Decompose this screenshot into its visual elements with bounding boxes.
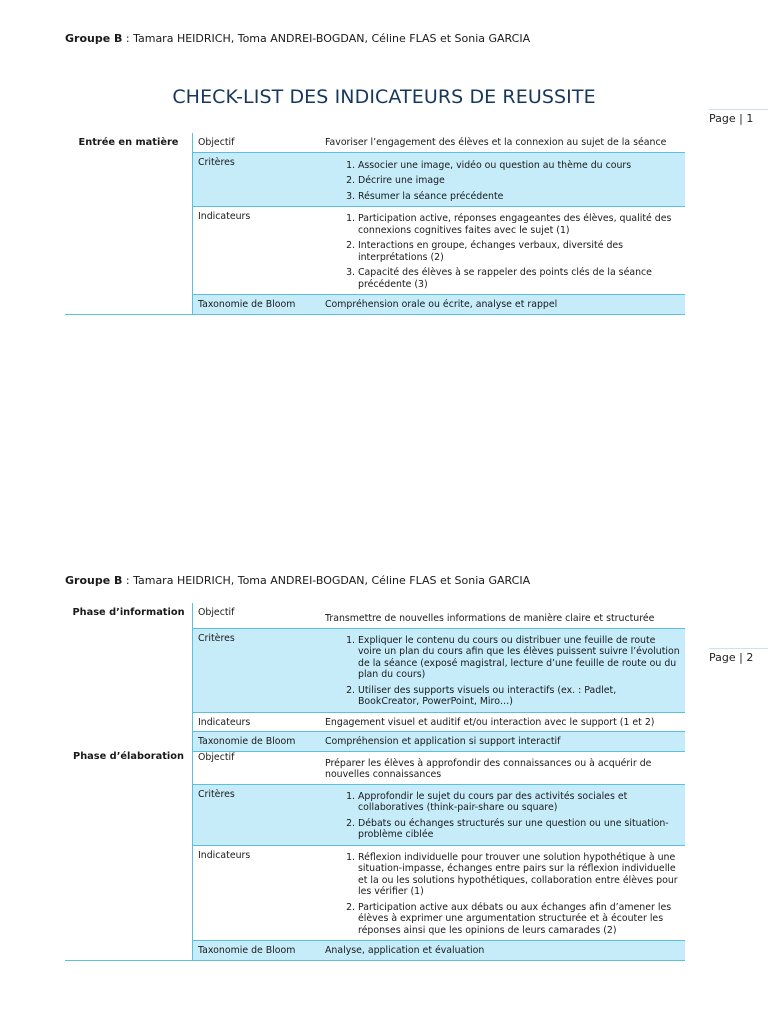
list-item: 1. Associer une image, vidéo ou question au thème du cours — [358, 160, 680, 172]
list-item: 2. Utiliser des supports visuels ou interactifs (ex. : Padlet, BookCreator, PowerPoint, Miro…) — [358, 685, 680, 708]
list-item: 1. Expliquer le contenu du cours ou distribuer une feuille de route voire un plan du cours afin que les élèves puissent suivre l’évolution de la séance (exposé magistral, lecture d’une feuille de route ou du plan du cours) — [358, 635, 680, 681]
row-label-indicateurs: Indicateurs — [193, 207, 321, 295]
row-label-criteres: Critères — [193, 628, 321, 712]
list-item: 2. Débats ou échanges structurés sur une question ou une situation-problème ciblée — [358, 818, 680, 841]
document-title: CHECK-LIST DES INDICATEURS DE REUSSITE — [172, 86, 596, 108]
row-value-indicateurs — [320, 845, 685, 941]
row-label-criteres: Critères — [193, 152, 321, 207]
row-value-objectif: Transmettre de nouvelles informations de manière claire et structurée — [320, 603, 685, 628]
list-item: 2. Participation active aux débats ou aux échanges afin d’amener les élèves à exprimer une argumentation structurée et à écouter les réponses ainsi que les opinions de leurs camarades (2) — [358, 902, 680, 937]
group-label: Groupe B — [65, 32, 123, 45]
group-members: : Tamara HEIDRICH, Toma ANDREI-BOGDAN, Céline FLAS et Sonia GARCIA — [122, 32, 531, 45]
row-label-indicateurs: Indicateurs — [193, 845, 321, 941]
row-value-objectif: Préparer les élèves à approfondir des connaissances ou à acquérir de nouvelles connaissances — [320, 751, 685, 784]
row-label-bloom: Taxonomie de Bloom — [193, 732, 321, 752]
list-item: 3. Capacité des élèves à se rappeler des points clés de la séance précédente (3) — [358, 267, 680, 290]
row-value-indicateurs: Engagement visuel et auditif et/ou interaction avec le support (1 et 2) — [320, 712, 685, 732]
list-item: 1. Réflexion individuelle pour trouver une solution hypothétique à une situation-impasse, échanges entre pairs sur la réflexion individuelle et la ou les solutions hypothétiques, collaboration entre élèves pour les vérifier (1) — [358, 852, 680, 898]
row-label-criteres: Critères — [193, 784, 321, 845]
row-value-criteres — [320, 784, 685, 845]
list-item: 1. Approfondir le sujet du cours par des activités sociales et collaboratives (think-pair-share ou square) — [358, 791, 680, 814]
group-members: : Tamara HEIDRICH, Toma ANDREI-BOGDAN, Céline FLAS et Sonia GARCIA — [122, 574, 531, 587]
row-label-bloom: Taxonomie de Bloom — [193, 295, 321, 315]
row-value-bloom: Compréhension et application si support interactif — [320, 732, 685, 752]
row-label-objectif: Objectif — [193, 603, 321, 628]
group-header — [65, 574, 530, 587]
row-value-bloom: Compréhension orale ou écrite, analyse et rappel — [320, 295, 685, 315]
row-value-criteres — [320, 628, 685, 712]
row-value-bloom: Analyse, application et évaluation — [320, 941, 685, 961]
checklist-table-entree — [65, 133, 685, 315]
list-item: 2. Interactions en groupe, échanges verbaux, diversité des interprétations (2) — [358, 240, 680, 263]
checklist-table-phases — [65, 603, 685, 961]
page-number: Page | 1 — [709, 109, 768, 125]
list-item: 3. Résumer la séance précédente — [358, 191, 680, 203]
section-label-elaboration: Phase d’élaboration — [65, 751, 193, 960]
row-value-indicateurs — [320, 207, 685, 295]
row-label-bloom: Taxonomie de Bloom — [193, 941, 321, 961]
page-number: Page | 2 — [709, 648, 768, 664]
row-value-objectif: Favoriser l’engagement des élèves et la connexion au sujet de la séance — [320, 133, 685, 152]
list-item: 1. Participation active, réponses engageantes des élèves, qualité des connexions cognitives faites avec le sujet (1) — [358, 213, 680, 236]
page-2 — [0, 540, 768, 1024]
section-label-information: Phase d’information — [72, 607, 185, 618]
section-label: Entrée en matière — [65, 133, 193, 314]
list-item: 2. Décrire une image — [358, 175, 680, 187]
row-label-indicateurs: Indicateurs — [193, 712, 321, 732]
group-label: Groupe B — [65, 574, 123, 587]
row-label-objectif: Objectif — [193, 133, 321, 152]
group-header — [65, 32, 530, 45]
row-label-objectif: Objectif — [193, 751, 321, 784]
row-value-criteres — [320, 152, 685, 207]
